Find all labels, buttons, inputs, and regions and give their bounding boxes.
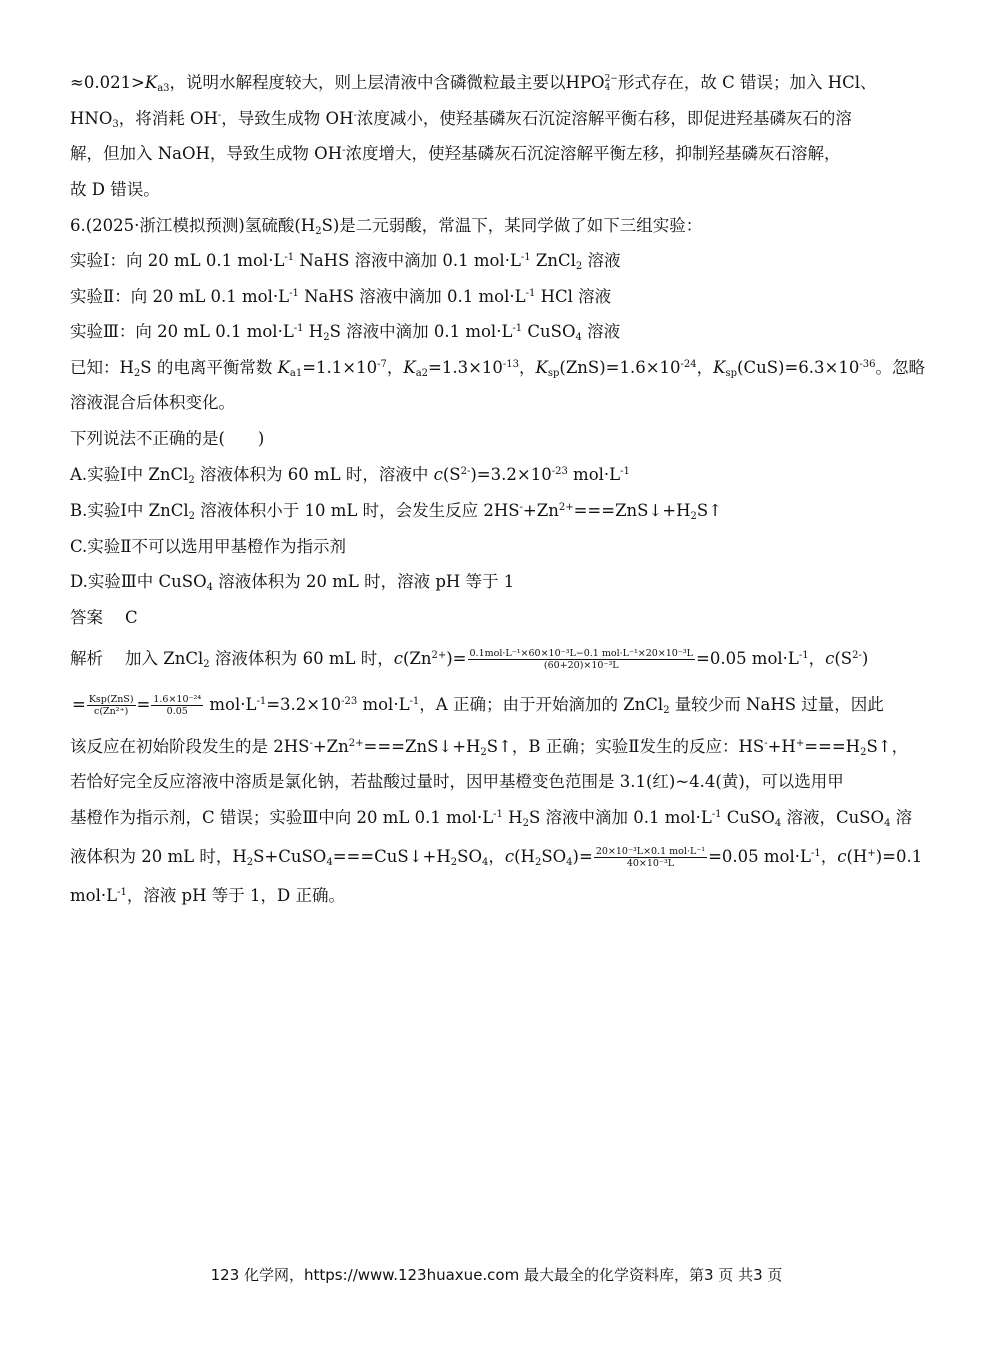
text: 加入 ZnCl: [125, 649, 204, 668]
text: SO: [457, 847, 482, 866]
fraction-numerator: 20×10⁻³L×0.1 mol·L⁻¹: [595, 846, 706, 857]
text: HCl 溶液: [535, 287, 612, 306]
text: S↑，B 正确；实验Ⅱ发生的反应：HS: [486, 737, 765, 756]
text: 解，但加入 NaOH，导致生成物 OH: [70, 144, 343, 163]
text: 溶液体积为 60 mL 时，溶液中: [194, 465, 434, 484]
text: 溶液，CuSO: [781, 808, 885, 827]
known-conditions-2: 溶液混合后体积变化。: [70, 393, 235, 412]
fraction-denominator: (60+20)×10⁻³L: [543, 660, 619, 671]
text: mol·L: [567, 465, 621, 484]
option-b: B.实验Ⅰ中 ZnCl$_2$ 溶液体积小于 10 mL 时，会发生反应 $2HS^-+Zn^{2+}===ZnS↓+H_2S↑$: [70, 501, 723, 522]
text: 形式存在，故 C 错误；加入 HCl、: [617, 73, 877, 92]
text: 实验Ⅱ：向 20 mL 0.1 mol·L: [70, 287, 290, 306]
text: ，: [808, 649, 826, 668]
analysis-line-2: = $\frac{\text{Ksp(ZnS)}}{\text{c(Zn²⁺)}}$ = $\frac{\text{1.6×10⁻²⁴}}{0.05}$ $mol\cdot L^{-1}=3.2\times 10^{-23}$ $mol\cdot L^{-1}$，A 正确；由于开始滴加的 ZnCl$_2$ 量较少而 NaHS 过量，因此: [72, 694, 884, 717]
text: ，将消耗 OH: [118, 109, 218, 128]
intro-line-1: $\approx 0.021>K_{a3}$，说明水解程度较大，则上层清液中含磷微粒最主要以HPO 2− 4 形式存在，故 C 错误；加入 HCl、: [70, 73, 877, 94]
analysis-line-5: 基橙作为指示剂，C 错误；实验Ⅲ中向 20 mL 0.1 $mol\cdot L^{-1}$ $H_2S$ 溶液中滴加 0.1 $mol\cdot L^{-1}$ CuSO$_4$ 溶液，CuSO$_4$ 溶: [70, 808, 913, 829]
intro-line-2: $HNO_3$，将消耗 OH-，导致生成物 OH-浓度减小，使羟基磷灰石沉淀溶解平衡右移，即促进羟基磷灰石的溶: [70, 109, 852, 130]
option-a: A.实验Ⅰ中 ZnCl$_2$ 溶液体积为 60 mL 时，溶液中 $c(S^{2-})=3.2\times 10^{-23}$ $mol\cdot L^{-1}$: [70, 465, 630, 486]
analysis-line-4: 若恰好完全反应溶液中溶质是氯化钠，若盐酸过量时，因甲基橙变色范围是 3.1(红)~4.4(黄)，可以选用甲: [70, 772, 844, 791]
text: S 的电离平衡常数: [140, 358, 278, 377]
text: 。忽略: [875, 358, 925, 377]
text: )=: [446, 649, 467, 668]
text: +Zn: [312, 737, 349, 756]
experiment-3: 实验Ⅲ：向 20 mL 0.1 $mol\cdot L^{-1}$ $H_2S$ 溶液中滴加 0.1 $mol\cdot L^{-1}$ CuSO$_4$ 溶液: [70, 322, 621, 343]
text: (H: [846, 847, 868, 866]
text: 浓度增大，使羟基磷灰石沉淀溶解平衡左移，抑制羟基磷灰石溶解，: [345, 144, 841, 163]
text: mol·L: [204, 695, 257, 714]
text: 实验Ⅲ：向 20 mL 0.1 mol·L: [70, 322, 294, 341]
text: D.实验Ⅲ中 CuSO: [70, 572, 207, 591]
text: )=0.1: [875, 847, 923, 866]
text: A.实验Ⅰ中 ZnCl: [70, 465, 189, 484]
text: H: [502, 808, 523, 827]
text: 溶液体积为 20 mL 时，溶液 pH 等于 1: [213, 572, 515, 591]
fraction-numerator: Ksp(ZnS): [88, 694, 134, 705]
text: 溶液体积小于 10 mL 时，会发生反应 2HS: [195, 501, 520, 520]
answer-value: C: [125, 608, 138, 627]
text: S 溶液中滴加 0.1 mol·L: [329, 322, 513, 341]
text: S)是二元弱酸，常温下，某同学做了如下三组实验：: [321, 216, 703, 235]
text: SO: [541, 847, 567, 866]
text: (H: [514, 847, 535, 866]
text: =1.3×10: [428, 358, 503, 377]
text: H: [303, 322, 324, 341]
text: 溶液体积为 60 mL 时，: [209, 649, 394, 668]
question-stem: 6.(2025·浙江模拟预测)氢硫酸$(H_2S)$是二元弱酸，常温下，某同学做了如下三组实验：: [70, 216, 703, 237]
text: 溶: [890, 808, 913, 827]
fraction-numerator: 1.6×10⁻²⁴: [153, 694, 202, 705]
text: ===ZnS↓+H: [573, 501, 691, 520]
analysis-line-1: 解析 加入 ZnCl$_2$ 溶液体积为 60 mL 时，$c(Zn^{2+})=$ $\frac{\text{0.1mol·L⁻¹×60×10⁻³L−0.1 mol·L⁻¹×20×10⁻³L}}{\text{(60+20)×10⁻³L}}$ =0.05 $mol\cdot L^{-1}$，$c(S^{2-})$: [70, 648, 869, 671]
analysis-line-7: $mol\cdot L^{-1}$，溶液 pH 等于 1，D 正确。: [70, 886, 345, 905]
text: 该反应在初始阶段发生的是 2HS: [70, 737, 310, 756]
text: (ZnS)=1.6×10: [559, 358, 681, 377]
text: mol·L: [357, 695, 410, 714]
fraction-denominator: 40×10⁻³L: [626, 858, 675, 869]
text: 溶液: [582, 251, 621, 270]
text: ): [861, 649, 869, 668]
fraction-denominator: 0.05: [166, 706, 188, 717]
fraction-numerator: 0.1mol·L⁻¹×60×10⁻³L−0.1 mol·L⁻¹×20×10⁻³L: [469, 648, 693, 659]
text: ZnCl: [530, 251, 576, 270]
answer-label: 答案: [70, 608, 103, 627]
text: CuSO: [721, 808, 775, 827]
text: ，: [820, 847, 838, 866]
text: =0.05 mol·L: [708, 847, 811, 866]
text: (CuS)=6.3×10: [737, 358, 860, 377]
option-d: D.实验Ⅲ中 CuSO$_4$ 溶液体积为 20 mL 时，溶液 pH 等于 1: [70, 572, 515, 593]
known-conditions: 已知：$H_2S$ 的电离平衡常数 $K_{a1}=1.1\times 10^{-7}$，$K_{a2}=1.3\times 10^{-13}$，$K_{sp}(ZnS)=1.6\times 10^{-24}$，$K_{sp}(CuS)=6.3\times 10^{-36}$。忽略: [70, 358, 925, 379]
analysis-line-3: 该反应在初始阶段发生的是 $2HS^-+Zn^{2+}===ZnS↓+H_2S↑$，B 正确；实验Ⅱ发生的反应：$HS^-+H^+===H_2S↑$，: [70, 737, 909, 758]
text: S↑: [696, 501, 723, 520]
text: (Zn: [402, 649, 432, 668]
answer-line: [70, 608, 953, 628]
page-footer: 123 化学网，https://www.123huaxue.com 最大最全的化学资料库，第3 页 共3 页: [210, 1266, 783, 1284]
question-ask: 下列说法不正确的是( ): [70, 429, 265, 448]
text: 已知：H: [70, 358, 134, 377]
intro-line-3: 解，但加入 NaOH，导致生成物 OH-浓度增大，使羟基磷灰石沉淀溶解平衡左移，抑制羟基磷灰石溶解，: [70, 144, 841, 163]
text: )=3.2×10: [470, 465, 552, 484]
text: ，: [488, 847, 505, 866]
text: )=: [572, 847, 593, 866]
text: =3.2×10: [266, 695, 342, 714]
text: (S: [834, 649, 853, 668]
fraction-value: [151, 694, 203, 717]
text: 浓度减小，使羟基磷灰石沉淀溶解平衡右移，即促进羟基磷灰石的溶: [356, 109, 852, 128]
text: ===CuS↓+H: [332, 847, 451, 866]
text: =1.1×10: [302, 358, 378, 377]
text: ===ZnS↓+H: [363, 737, 481, 756]
text: ===H: [804, 737, 861, 756]
text: ，溶液 pH 等于 1，D 正确。: [126, 886, 345, 905]
text: 基橙作为指示剂，C 错误；实验Ⅲ中向 20 mL 0.1 mol·L: [70, 808, 494, 827]
fraction-h2so4: [594, 846, 707, 869]
text: =0.05 mol·L: [696, 649, 799, 668]
text: NaHS 溶液中滴加 0.1 mol·L: [298, 287, 526, 306]
text: +Zn: [522, 501, 559, 520]
fraction-ksp: [87, 694, 136, 717]
intro-line-4: 故 D 错误。: [70, 180, 160, 199]
text: ，A 正确；由于开始滴加的 ZnCl: [419, 695, 664, 714]
text: 6.(2025·浙江模拟预测)氢硫酸(H: [70, 216, 316, 235]
analysis-label: 解析: [70, 649, 103, 668]
experiment-1: 实验Ⅰ：向 20 mL 0.1 $mol\cdot L^{-1}$ NaHS 溶液中滴加 0.1 $mol\cdot L^{-1}$ ZnCl$_2$ 溶液: [70, 251, 621, 272]
text: 液体积为 20 mL 时，H: [70, 847, 247, 866]
text: ，导致生成物 OH: [221, 109, 354, 128]
fraction-zn: [468, 648, 696, 671]
experiment-2: 实验Ⅱ：向 20 mL 0.1 $mol\cdot L^{-1}$ NaHS 溶液中滴加 0.1 $mol\cdot L^{-1}$ HCl 溶液: [70, 287, 612, 306]
text: S 溶液中滴加 0.1 mol·L: [528, 808, 712, 827]
fraction-denominator: c(Zn²⁺): [94, 706, 129, 717]
text: (S: [442, 465, 461, 484]
text: 量较少而 NaHS 过量，因此: [669, 695, 884, 714]
text: ，: [519, 358, 536, 377]
text: S↑，: [866, 737, 909, 756]
text: S+CuSO: [253, 847, 327, 866]
text: 溶液: [581, 322, 621, 341]
option-c: C.实验Ⅱ不可以选用甲基橙作为指示剂: [70, 537, 346, 556]
text: ，: [386, 358, 404, 377]
text: 实验Ⅰ：向 20 mL 0.1 mol·L: [70, 251, 285, 270]
text: B.实验Ⅰ中 ZnCl: [70, 501, 189, 520]
text: NaHS 溶液中滴加 0.1 mol·L: [294, 251, 521, 270]
text: mol·L: [70, 886, 118, 905]
text: +H: [767, 737, 796, 756]
text: ，说明水解程度较大，则上层清液中含磷微粒最主要以HPO: [169, 73, 605, 92]
text: CuSO: [522, 322, 576, 341]
text: ，: [696, 358, 714, 377]
analysis-line-6: 液体积为 20 mL 时，$H_2S+CuSO_4===CuS↓+H_2SO_4$，$c(H_2SO_4)=$ $\frac{\text{20×10⁻³L×0.1 mol·L⁻¹}}{\text{40×10⁻³L}}$ =0.05 $mol\cdot L^{-1}$，c(H+)=0.1: [70, 846, 923, 869]
text: HNO: [70, 109, 113, 128]
text: ≈0.021>: [70, 73, 145, 92]
